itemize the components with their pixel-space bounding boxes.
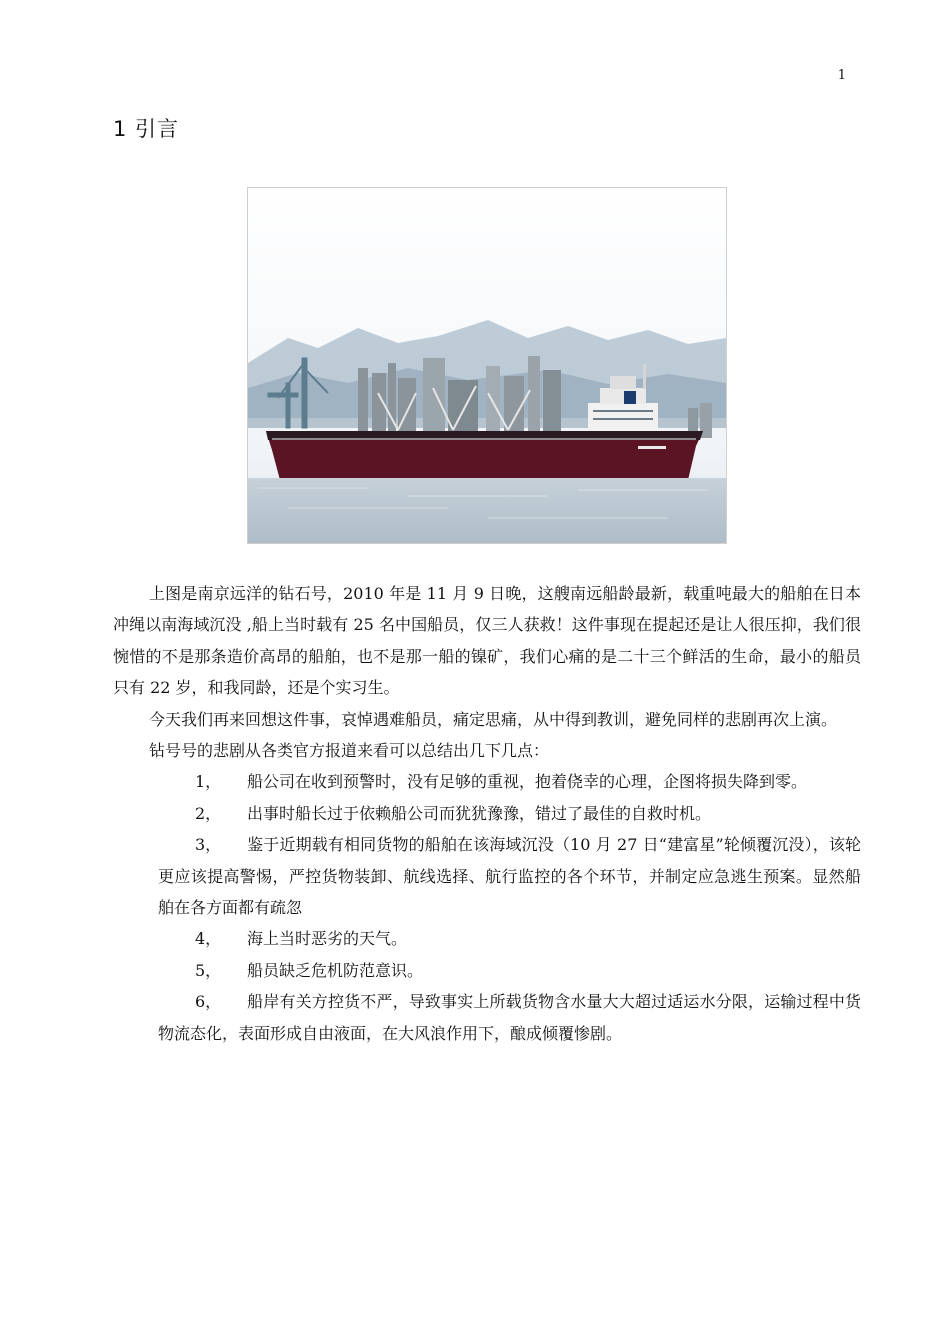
list-item-text: 船岸有关方控货不严，导致事实上所载货物含水量大大超过适运水分限，运输过程中货物流态化，表面形成自由液面，在大风浪作用下，酿成倾覆惨剧。 xyxy=(158,992,861,1043)
list-item xyxy=(113,766,861,797)
list-item xyxy=(113,923,861,954)
list-item-text: 鉴于近期载有相同货物的船舶在该海域沉没（10 月 27 日“建富星”轮倾覆沉没），该轮更应该提高警惕，严控货物装卸、航线选择、航行监控的各个环节，并制定应急逃生预案。显然船舶在各方面都有疏忽 xyxy=(158,835,861,918)
list-item-text: 出事时船长过于依赖船公司而犹犹豫豫，错过了最佳的自救时机。 xyxy=(247,803,712,823)
list-item-number: 3， xyxy=(195,835,222,855)
paragraph-summary-lead: 钻号号的悲剧从各类官方报道来看可以总结出几下几点： xyxy=(149,741,550,761)
list-item-text: 海上当时恶劣的天气。 xyxy=(247,929,408,949)
list-item-number: 2， xyxy=(195,803,222,823)
list-item xyxy=(113,798,861,829)
paragraph-intro: 上图是南京远洋的钻石号，2010 年是 11 月 9 日晚，这艘南远船龄最新，载重吨最大的船舶在日本冲绳以南海域沉没 ,船上当时载有 25 名中国船员，仅三人获救！这件事现在提起还是让人很压抑，我们很惋惜的不是那条造价高昂的船舶，也不是那一船的镍矿，我们心痛的是二十三个鲜活的生命，最小的船员只有 22 岁，和我同龄，还是个实习生。 xyxy=(113,584,861,698)
list-item-text: 船员缺乏危机防范意识。 xyxy=(247,960,424,980)
list-item-number: 6， xyxy=(195,992,222,1012)
cause-list xyxy=(113,766,861,1049)
list-item xyxy=(113,829,861,923)
paragraph-reflection: 今天我们再来回想这件事，哀悼遇难船员，痛定思痛，从中得到教训，避免同样的悲剧再次上演。 xyxy=(149,709,838,729)
ship-photo xyxy=(247,187,727,544)
list-item xyxy=(113,955,861,986)
page-number: 1 xyxy=(837,68,846,83)
bulk-carrier-illustration xyxy=(248,188,726,543)
list-item xyxy=(113,986,861,1049)
list-item-text: 船公司在收到预警时，没有足够的重视，抱着侥幸的心理，企图将损失降到零。 xyxy=(247,772,808,792)
list-item-number: 5， xyxy=(195,960,222,980)
section-title: 1 引言 xyxy=(113,117,180,141)
list-item-number: 4， xyxy=(195,929,222,949)
body-text xyxy=(113,578,861,1049)
list-item-number: 1， xyxy=(195,772,222,792)
